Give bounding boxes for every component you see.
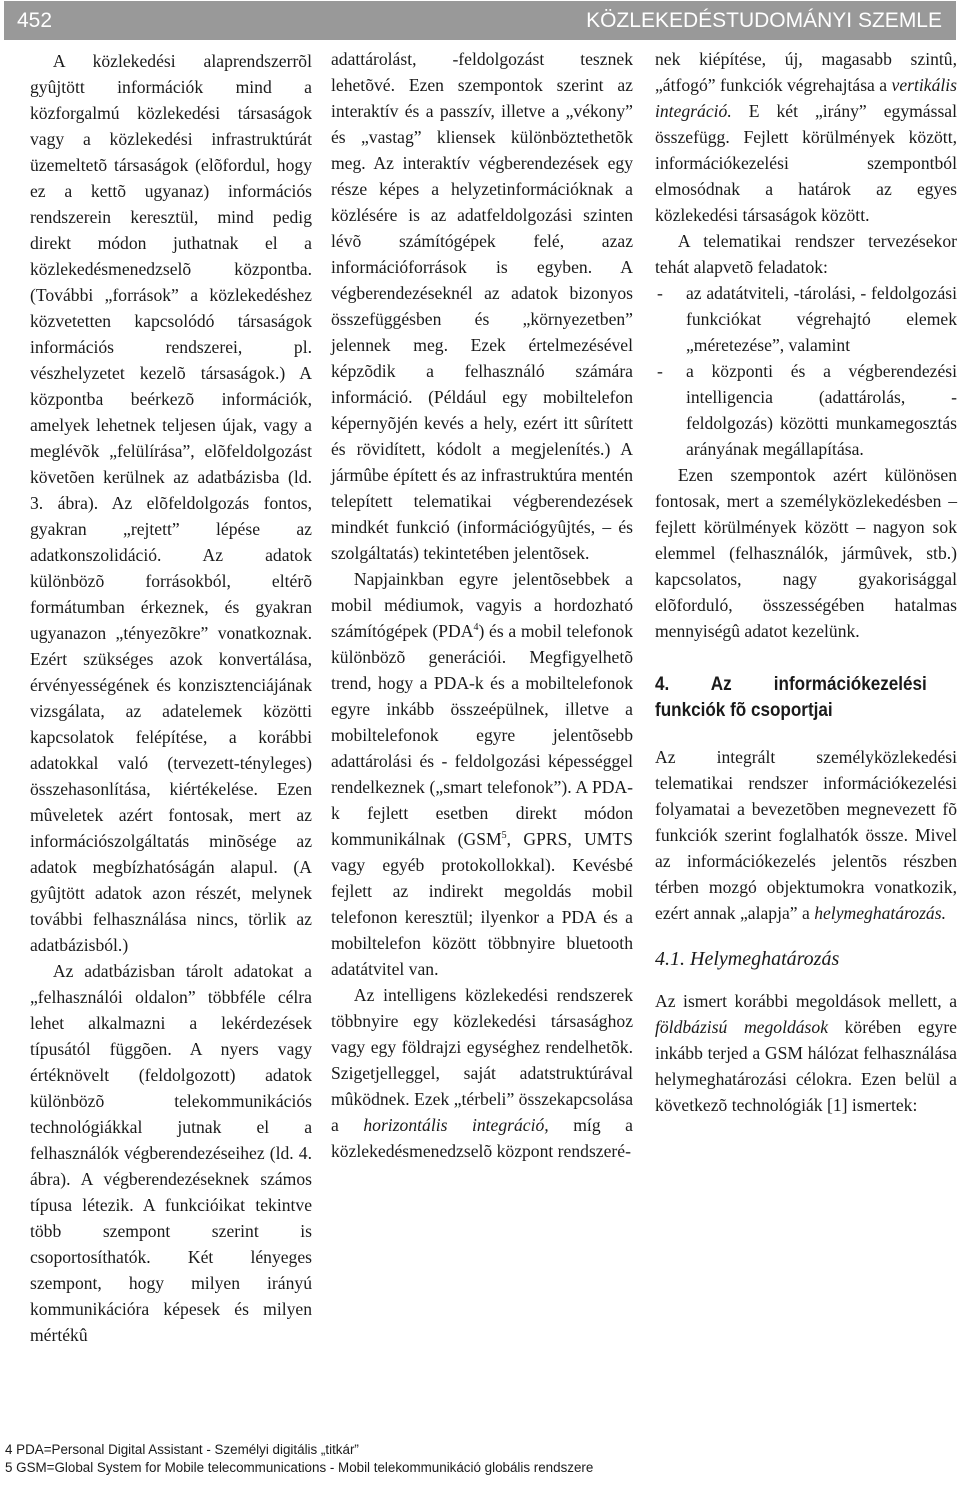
footnotes — [5, 1441, 945, 1477]
running-header — [4, 1, 956, 40]
page-number: 452 — [17, 9, 53, 32]
section-heading-4: 4. Az információkezelési funkciók fõ csoportjai — [655, 674, 927, 721]
journal-title: KÖZLEKEDÉSTUDOMÁNYI SZEMLE — [586, 9, 942, 32]
paragraph: Az ismert korábbi megoldások mellett, a földbázisú megoldások körében egyre inkább terjed a GSM hálózat felhasználása helymeghatározási célokra. Ezen belül a következõ technológiák [1] ismertek: — [655, 991, 957, 1115]
footnote-5: 5 GSM=Global System for Mobile telecommunications - Mobil telekommunikáció globális rendszere — [5, 1460, 594, 1475]
paragraph: Az adatbázisban tárolt adatokat a „felhasználói oldalon” többféle célra lehet alkalmazni a lekérdezések típusától függõen. A nyers vagy értéknövelt (feldolgozott) adatok különbözõ telekommunikációs technológiákkal jutnak el a felhasználók végberendezéseihez (ld. 4. ábra). A végberendezéseknek számos típusa létezik. A funkcióikat tekintve több szempont szerint is csoportosíthatók. Két lényeges szempont, hogy milyen irányú kommunikációra képesek és milyen mértékû — [30, 961, 312, 1345]
paragraph: Napjainkban egyre jelentõsebbek a mobil médiumok, vagyis a hordozható számítógépek (PDA$^4$) és a mobil telefonok különbözõ generációi. Megfigyelhetõ trend, hogy a PDA-k és a mobiltelefonok egyre inkább összeépülnek, illetve a mobiltelefonok egyre jelentõsebb adattárolási és - feldolgozási képességgel rendelkeznek („smart telefonok”). A PDA-k fejlett esetben direkt módon kommunikálnak (GSM$^5$, GPRS, UMTS vagy egyéb protokollokkal). Kevésbé fejlett az indirekt megoldás mobil telefonon keresztül; ilyenkor a PDA és a mobiltelefon között többnyire bluetooth adatátvitel van. — [331, 569, 633, 979]
footnote-4: 4 PDA=Personal Digital Assistant - Személyi digitális „titkár” — [5, 1442, 359, 1457]
paragraph: Ezen szempontok azért különösen fontosak, mert a személyközlekedésben – fejlett körülmények között – nagyon sok elemmel (felhasználók, jármûvek, stb.) kapcsolatos, nagy gyakorisággal elõforduló, összességében hatalmas mennyiségû adatot kezelünk. — [655, 465, 957, 641]
footnote-ref-4[interactable]: 4 — [473, 622, 479, 634]
column-3 — [655, 46, 957, 1118]
paragraph: nek kiépítése, új, magasabb szintû, „átfogó” funkciók végrehajtása a vertikális integráció. E két „irány” egymással összefügg. Fejlett körülmények között, információkezelési szempontból elmosódnak a határok az egyes közlekedési társaságok között. — [655, 49, 957, 225]
list-item: - az adatátviteli, -tárolási, - feldolgozási funkciókat végrehajtó elemek „méretezése”, valamint — [655, 280, 957, 358]
paragraph: Az intelligens közlekedési rendszerek többnyire egy közlekedési társasághoz vagy egy földrajzi egységhez rendelhetõk. Szigetjelleggel, saját adatstruktúrával mûködnek. Ezek „térbeli” összekapcsolása a horizontális integráció, míg a közlekedésmenedzselõ központ rendszeré- — [331, 985, 633, 1161]
paragraph: A telematikai rendszer tervezésekor tehát alapvetõ feladatok: — [655, 231, 957, 277]
paragraph: Az integrált személyközlekedési telematikai rendszer információkezelési folyamatai a bevezetõben megnevezett fõ funkciók szerint foglalhatók össze. Mivel az információkezelés jelentõs részben térben mozgó objektumokra vonatkozik, ezért annak „alapja” a helymeghatározás. — [655, 747, 957, 923]
subsection-heading-4-1: 4.1. Helymeghatározás — [655, 948, 840, 970]
footnote-ref-5[interactable]: 5 — [501, 830, 507, 842]
task-list — [655, 280, 957, 462]
column-2 — [331, 46, 633, 1164]
paragraph: A közlekedési alaprendszerrõl gyûjtött információk mind a közforgalmú közlekedési társaságok vagy a közlekedési infrastruktúrát üzemeltetõ társaságok (elõfordul, hogy ez a kettõ ugyanaz) információs rendszerein keresztül, mind pedig direkt módon juthatnak el a közlekedésmenedzselõ központba. (További „források” a közlekedéshez közvetetten kapcsolódó társaságok információs rendszerei, pl. vészhelyzetet kezelõ társaságok.) A központba beérkezõ információk, amelyek lehetnek teljesen újak, vagy a meglévõk „felülírása”, elõfeldolgozást követõen kerülnek az adatbázisba (ld. 3. ábra). Az elõfeldolgozás fontos, gyakran „rejtett” lépése az adatkonszolidáció. Az adatok különbözõ forrásokból, eltérõ formátumban érkeznek, és gyakran ugyanazon „tényezõkre” vonatkoznak. Ezért szükséges azok konvertálása, érvényességének és konzisztenciájának vizsgálata, az adatelemek közötti kapcsolatok felépítése, a korábbi adatokkal való (tervezett-tényleges) összehasonlítása, kiértékelése. Ezen mûveletek azért fontosak, mert az információszolgáltatás minõsége az adatok megbízhatóságán alapul. (A gyûjtött adatok azon részét, melynek további felhasználása nincs, törlik az adatbázisból.) — [30, 51, 312, 955]
paragraph: adattárolást, -feldolgozást tesznek lehetõvé. Ezen szempontok szerint az interaktív és a passzív, illetve a „vékony” és „vastag” kliensek különböztethetõk meg. Az interaktív végberendezések egy része képes a helyzetinformációknak a közlésére is az adatfeldolgozási szinten lévõ számítógépek felé, azaz információforrások is egyben. A végberendezéseknél az adatok bizonyos összefüggésben és „környezetben” jelennek meg. Ezek értelmezésével képzõdik a felhasználó számára információ. (Például egy mobiltelefon képernyõjén kevés a hely, ezért itt sûrített és rövidített, kódolt a megjelenítés.) A jármûbe épített és az infrastruktúra mentén telepített telematikai végberendezések mindkét funkció (információgyûjtés, – és szolgáltatás) tekintetében jelentõsek. — [331, 49, 633, 563]
list-item: - a központi és a végberendezési intelligencia (adattárolás, - feldolgozás) közötti munkamegosztás arányának megállapítása. — [655, 358, 957, 462]
column-1 — [30, 48, 312, 1348]
